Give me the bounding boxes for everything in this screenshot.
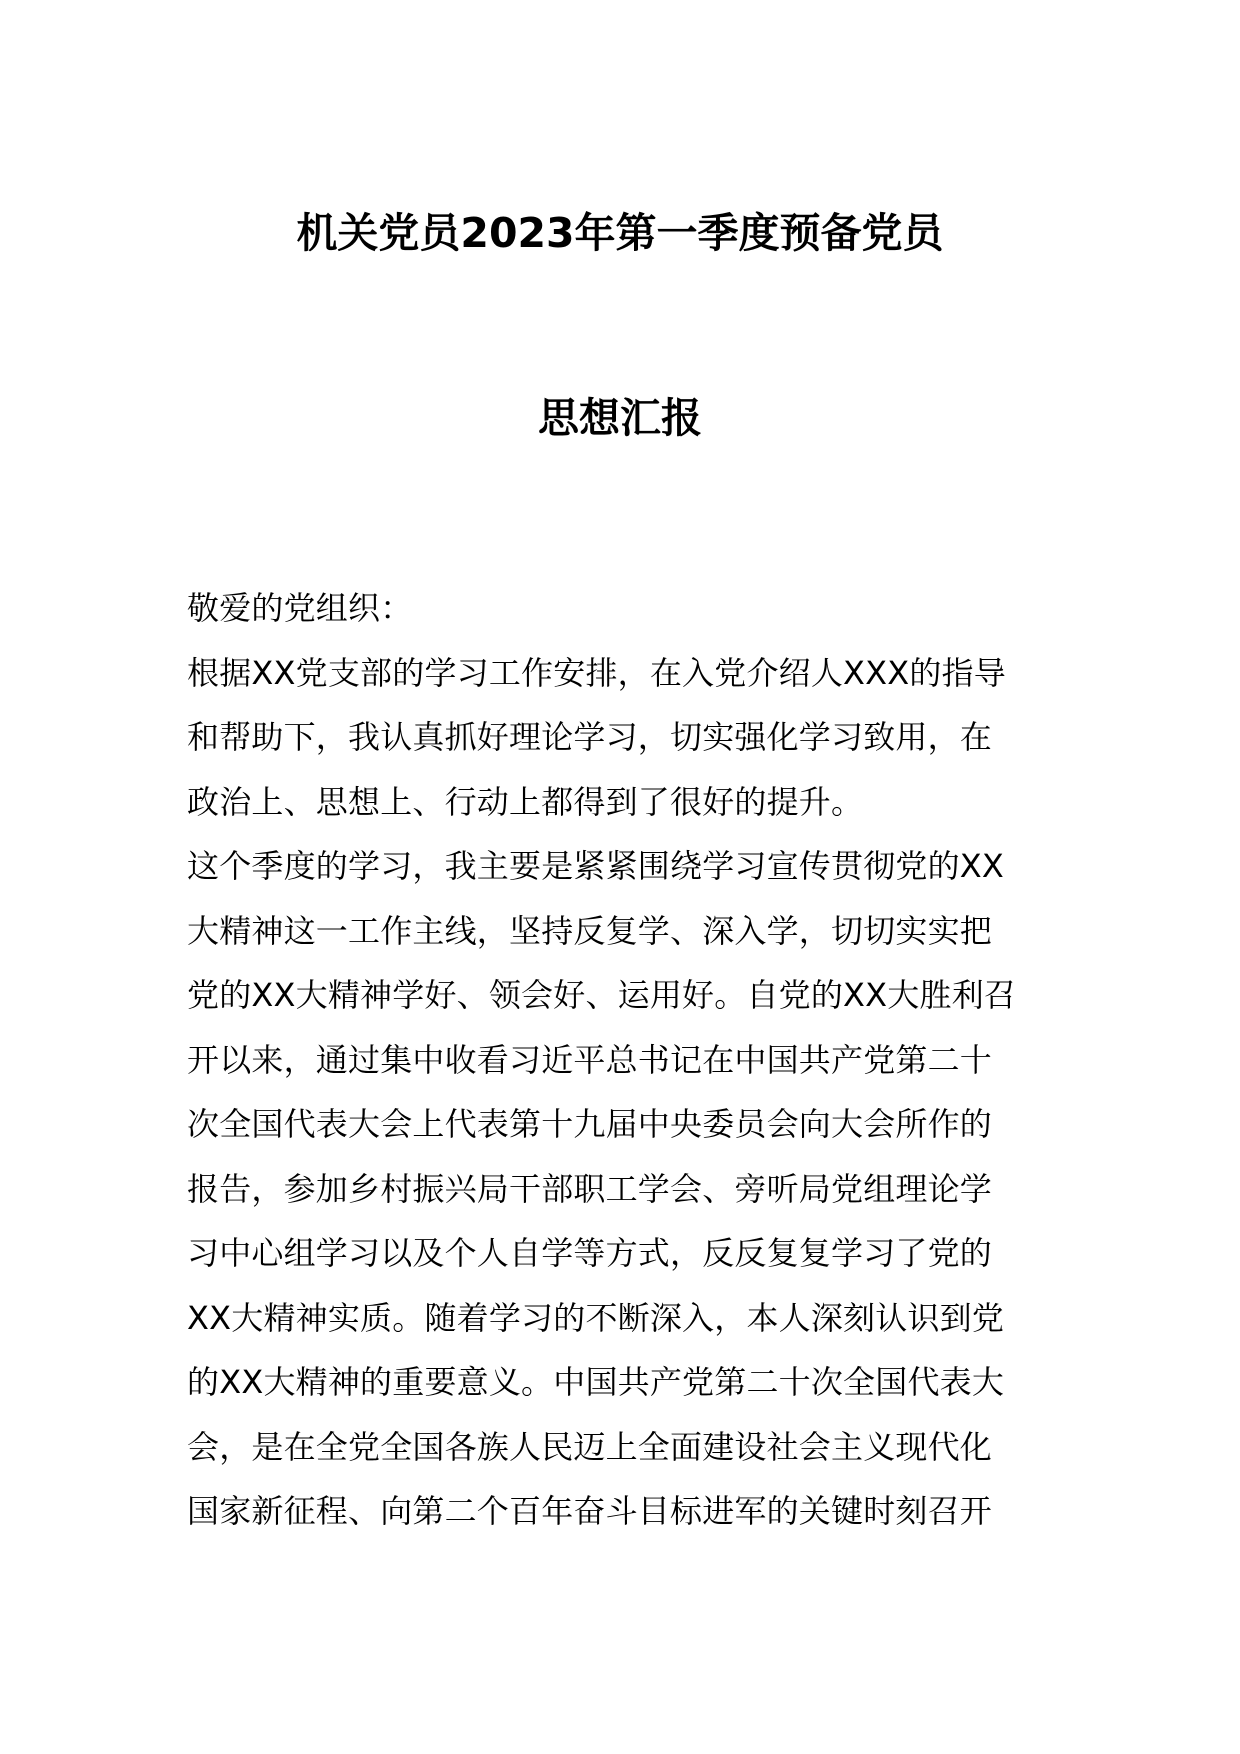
body-line: 政治上、思想上、行动上都得到了很好的提升。 bbox=[187, 782, 864, 821]
body-line: 国家新征程、向第二个百年奋斗目标进军的关键时刻召开 bbox=[187, 1492, 993, 1530]
body-line: 这个季度的学习，我主要是紧紧围绕学习宣传贯彻党的XX bbox=[187, 847, 1005, 885]
body-line: 大精神这一工作主线，坚持反复学、深入学，切切实实把 bbox=[187, 911, 993, 950]
body-line: 的XX大精神的重要意义。中国共产党第二十次全国代表大 bbox=[187, 1363, 1005, 1401]
document-title-line-1: 机关党员2023年第一季度预备党员 bbox=[296, 209, 944, 257]
body-line: 和帮助下，我认真抓好理论学习，切实强化学习致用，在 bbox=[187, 718, 993, 756]
body-line: 开以来，通过集中收看习近平总书记在中国共产党第二十 bbox=[187, 1040, 993, 1079]
body-line: 报告，参加乡村振兴局干部职工学会、旁听局党组理论学 bbox=[187, 1169, 993, 1208]
document-body bbox=[187, 576, 1057, 1544]
body-line: 会，是在全党全国各族人民迈上全面建设社会主义现代化 bbox=[187, 1427, 993, 1466]
body-line: 次全国代表大会上代表第十九届中央委员会向大会所作的 bbox=[187, 1105, 993, 1143]
body-line: XX大精神实质。随着学习的不断深入，本人深刻认识到党 bbox=[187, 1298, 1005, 1337]
document-title-line-2: 思想汇报 bbox=[538, 394, 702, 442]
body-line: 党的XX大精神学好、领会好、运用好。自党的XX大胜利召 bbox=[187, 976, 1017, 1014]
body-line: 习中心组学习以及个人自学等方式，反反复复学习了党的 bbox=[187, 1234, 993, 1272]
body-line: 根据XX党支部的学习工作安排，在入党介绍人XXX的指导 bbox=[187, 653, 1007, 692]
salutation: 敬爱的党组织： bbox=[187, 589, 413, 627]
